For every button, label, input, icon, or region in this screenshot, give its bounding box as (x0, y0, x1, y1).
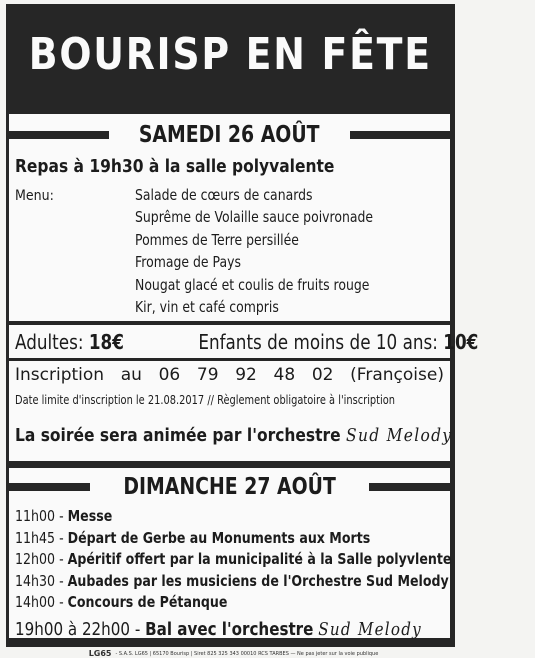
schedule-item: 14h00 - Concours de Pétanque (15, 593, 228, 611)
dimanche-banner (9, 472, 450, 502)
inscription-label: Inscription (15, 365, 105, 385)
menu-list (135, 184, 422, 318)
inscription-contact: (Françoise) (350, 365, 444, 385)
printer-logo: LG65 (88, 649, 112, 658)
inscription-line (15, 365, 444, 385)
event-time: 12h00 (15, 550, 56, 568)
samedi-heading: SAMEDI 26 AOÛT (139, 122, 320, 148)
poster (6, 4, 479, 647)
adult-amount: 18€ (88, 329, 124, 354)
menu-item: Pommes de Terre persillée (135, 230, 299, 249)
dimanche-heading: DIMANCHE 27 AOÛT (123, 474, 336, 500)
event-desc: Concours de Pétanque (67, 593, 228, 611)
event-desc: Apéritif offert par la municipalité à la Salle polyvlente (67, 550, 452, 568)
samedi-panel (9, 114, 450, 321)
event-time: 14h00 (15, 593, 56, 611)
schedule-item: 11h45 - Départ de Gerbe au Monuments aux Morts (15, 528, 371, 547)
menu-item: Suprême de Volaille sauce poivronade (135, 208, 374, 227)
phone-part: 02 (311, 365, 334, 385)
banner-rule-left (9, 483, 90, 491)
menu-item: Fromage de Pays (135, 253, 241, 272)
adult-price (15, 330, 124, 354)
printer-footer (0, 649, 467, 658)
phone-part: 48 (273, 365, 296, 385)
deadline-note: Date limite d'inscription le 21.08.2017 // Règlement obligatoire à l'inscription (15, 393, 396, 407)
banner-rule-right (350, 131, 450, 139)
banner-rule-left (9, 131, 109, 139)
child-label: Enfants de moins de 10 ans: (198, 329, 438, 354)
schedule-list (15, 506, 535, 644)
orchestra-name: Sud Melody (318, 618, 422, 640)
price-row (15, 325, 479, 358)
menu-label: Menu: (15, 188, 54, 204)
repas-line: Repas à 19h30 à la salle polyvalente (15, 156, 335, 177)
schedule-item: 14h30 - Aubades par les musiciens de l'Orchestre Sud Melody (15, 571, 449, 590)
menu-item: Nougat glacé et coulis de fruits rouge (135, 275, 370, 294)
dimanche-panel (9, 468, 450, 638)
adult-label: Adultes: (15, 329, 84, 354)
orchestra-name: Sud Melody (346, 425, 453, 446)
samedi-banner (9, 120, 450, 150)
child-amount: 10€ (442, 329, 479, 354)
menu-item: Salade de cœurs de canards (135, 186, 313, 204)
event-time: 11h45 (15, 528, 56, 547)
banner-rule-right (369, 483, 450, 491)
child-price (198, 330, 478, 354)
phone-part: 92 (235, 365, 257, 385)
menu-item: Kir, vin et café compris (135, 298, 279, 317)
schedule-item: 12h00 - Apéritif offert par la municipalité à la Salle polyvlente (15, 550, 452, 568)
inscription-panel (9, 361, 453, 461)
event-desc: Départ de Gerbe au Monuments aux Morts (67, 528, 371, 547)
event-desc: Bal avec l'orchestre (145, 618, 314, 640)
printer-info: - S.A.S. LG65 | 65170 Bourisp | Siret 825 325 343 00010 RCS TARBES — Ne pas jeter sur la voie publique (115, 650, 379, 657)
event-time: 19h00 à 22h00 (15, 618, 131, 640)
schedule-item-final: 19h00 à 22h00 - Bal avec l'orchestre Sud Melody (15, 618, 422, 640)
phone-part: 06 (158, 365, 181, 385)
soiree-text: La soirée sera animée par l'orchestre (15, 425, 341, 446)
schedule-item: 11h00 - Messe (15, 507, 113, 525)
poster-title: BOURISP EN FÊTE (29, 28, 432, 80)
phone-part: 79 (196, 365, 219, 385)
poster-header (6, 4, 455, 104)
event-desc: Aubades par les musiciens de l'Orchestre Sud Melody (67, 571, 449, 590)
soiree-line (15, 425, 452, 446)
event-desc: Messe (67, 507, 113, 525)
inscription-au: au (120, 365, 142, 385)
event-time: 14h30 (15, 571, 56, 590)
price-panel (9, 325, 479, 358)
event-time: 11h00 (15, 507, 56, 525)
